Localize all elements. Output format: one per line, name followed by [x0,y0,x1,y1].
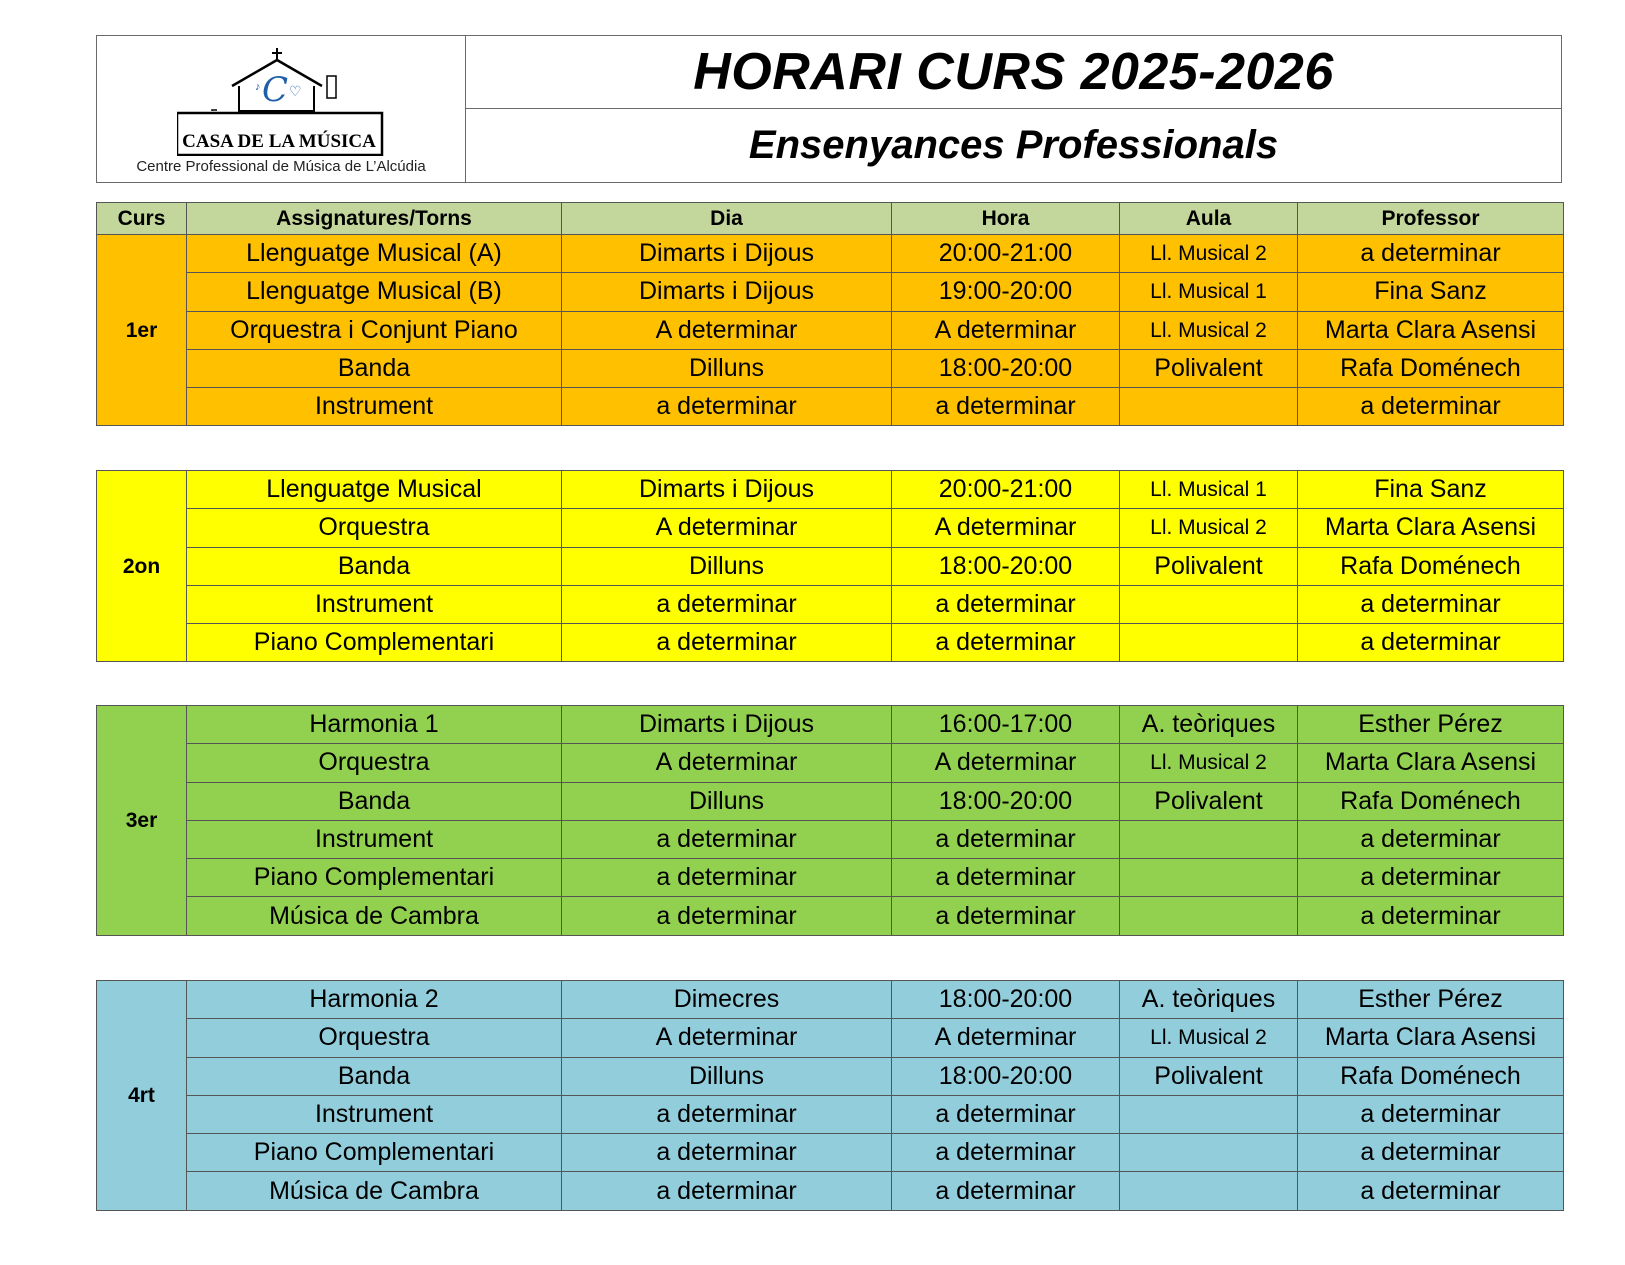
column-header: Dia [562,203,892,235]
day-cell: a determinar [562,897,892,935]
time-cell: 20:00-21:00 [892,471,1120,509]
time-cell: A determinar [892,744,1120,782]
room-cell [1120,624,1298,662]
teacher-cell: Marta Clara Asensi [1298,1019,1564,1057]
room-cell: Polivalent [1120,1057,1298,1095]
subject-cell: Llenguatge Musical (B) [187,273,562,311]
subject-cell: Orquestra [187,1019,562,1057]
table-row [97,585,1564,623]
day-cell: Dimarts i Dijous [562,235,892,273]
day-cell: a determinar [562,1134,892,1172]
subject-cell: Orquestra i Conjunt Piano [187,311,562,349]
subject-cell: Harmonia 2 [187,981,562,1019]
subject-cell: Llenguatge Musical (A) [187,235,562,273]
table-row [97,349,1564,387]
school-logo-icon [177,46,387,156]
day-cell: A determinar [562,509,892,547]
subject-cell: Banda [187,782,562,820]
day-cell: Dimarts i Dijous [562,273,892,311]
time-cell: 20:00-21:00 [892,235,1120,273]
subject-cell: Banda [187,547,562,585]
day-cell: a determinar [562,1172,892,1210]
svg-text:♡: ♡ [289,83,302,99]
table-row [97,1095,1564,1133]
teacher-cell: a determinar [1298,585,1564,623]
table-row [97,547,1564,585]
teacher-cell: Rafa Doménech [1298,1057,1564,1095]
table-row [97,471,1564,509]
teacher-cell: Esther Pérez [1298,981,1564,1019]
room-cell: Ll. Musical 2 [1120,509,1298,547]
room-cell: Polivalent [1120,547,1298,585]
table-row [97,1057,1564,1095]
table-row [97,1019,1564,1057]
svg-text:♪: ♪ [255,81,261,93]
time-cell: a determinar [892,820,1120,858]
time-cell: 16:00-17:00 [892,706,1120,744]
room-cell [1120,585,1298,623]
column-header-row [97,203,1564,235]
course-table-1er [96,202,1564,426]
table-row [97,706,1564,744]
subject-cell: Harmonia 1 [187,706,562,744]
time-cell: a determinar [892,624,1120,662]
page-title: HORARI CURS 2025-2026 [466,36,1561,109]
teacher-cell: a determinar [1298,897,1564,935]
table-row [97,820,1564,858]
teacher-cell: Fina Sanz [1298,471,1564,509]
table-row [97,273,1564,311]
time-cell: 19:00-20:00 [892,273,1120,311]
subject-cell: Piano Complementari [187,624,562,662]
teacher-cell: Marta Clara Asensi [1298,311,1564,349]
table-row [97,311,1564,349]
room-cell: Ll. Musical 1 [1120,471,1298,509]
time-cell: a determinar [892,1095,1120,1133]
time-cell: 18:00-20:00 [892,1057,1120,1095]
day-cell: a determinar [562,388,892,426]
table-row [97,1172,1564,1210]
course-table-3er [96,705,1564,936]
subject-cell: Música de Cambra [187,1172,562,1210]
column-header: Hora [892,203,1120,235]
room-cell: Ll. Musical 2 [1120,311,1298,349]
document-header [96,35,1562,183]
room-cell: Ll. Musical 2 [1120,235,1298,273]
subject-cell: Banda [187,349,562,387]
course-label: 2on [97,471,187,662]
table-row [97,859,1564,897]
course-label: 3er [97,706,187,936]
day-cell: Dilluns [562,782,892,820]
day-cell: a determinar [562,1095,892,1133]
table-row [97,981,1564,1019]
column-header: Assignatures/Torns [187,203,562,235]
column-header: Aula [1120,203,1298,235]
column-header: Professor [1298,203,1564,235]
subject-cell: Orquestra [187,744,562,782]
teacher-cell: a determinar [1298,235,1564,273]
column-header: Curs [97,203,187,235]
time-cell: A determinar [892,509,1120,547]
page-subtitle: Ensenyances Professionals [748,123,1279,167]
course-label: 1er [97,235,187,426]
room-cell [1120,1172,1298,1210]
room-cell [1120,1095,1298,1133]
teacher-cell: Rafa Doménech [1298,349,1564,387]
room-cell [1120,388,1298,426]
day-cell: Dimecres [562,981,892,1019]
teacher-cell: a determinar [1298,624,1564,662]
room-cell: Ll. Musical 2 [1120,1019,1298,1057]
time-cell: a determinar [892,859,1120,897]
teacher-cell: Rafa Doménech [1298,782,1564,820]
day-cell: a determinar [562,624,892,662]
time-cell: 18:00-20:00 [892,349,1120,387]
teacher-cell: Fina Sanz [1298,273,1564,311]
subject-cell: Banda [187,1057,562,1095]
day-cell: a determinar [562,820,892,858]
table-row [97,1134,1564,1172]
course-label: 4rt [97,981,187,1211]
teacher-cell: Marta Clara Asensi [1298,744,1564,782]
day-cell: Dilluns [562,349,892,387]
teacher-cell: a determinar [1298,1095,1564,1133]
room-cell: A. teòriques [1120,981,1298,1019]
subject-cell: Piano Complementari [187,1134,562,1172]
time-cell: A determinar [892,311,1120,349]
room-cell: Polivalent [1120,349,1298,387]
logo-caption: Centre Professional de Música de L’Alcúdia [136,158,426,175]
time-cell: 18:00-20:00 [892,981,1120,1019]
day-cell: Dimarts i Dijous [562,706,892,744]
time-cell: a determinar [892,1172,1120,1210]
time-cell: 18:00-20:00 [892,782,1120,820]
teacher-cell: a determinar [1298,1172,1564,1210]
time-cell: 18:00-20:00 [892,547,1120,585]
day-cell: Dilluns [562,547,892,585]
room-cell [1120,820,1298,858]
teacher-cell: a determinar [1298,820,1564,858]
room-cell [1120,859,1298,897]
table-row [97,897,1564,935]
table-row [97,235,1564,273]
table-row [97,509,1564,547]
logo-name: CASA DE LA MÚSICA [182,131,376,152]
room-cell [1120,1134,1298,1172]
subject-cell: Instrument [187,1095,562,1133]
room-cell: Polivalent [1120,782,1298,820]
teacher-cell: Rafa Doménech [1298,547,1564,585]
day-cell: a determinar [562,859,892,897]
teacher-cell: a determinar [1298,388,1564,426]
day-cell: Dimarts i Dijous [562,471,892,509]
table-row [97,744,1564,782]
subject-cell: Instrument [187,585,562,623]
room-cell: Ll. Musical 1 [1120,273,1298,311]
subject-cell: Instrument [187,820,562,858]
day-cell: a determinar [562,585,892,623]
svg-text:C: C [262,70,289,110]
teacher-cell: a determinar [1298,1134,1564,1172]
teacher-cell: Esther Pérez [1298,706,1564,744]
logo-block [97,36,466,182]
subject-cell: Llenguatge Musical [187,471,562,509]
subject-cell: Piano Complementari [187,859,562,897]
subject-cell: Orquestra [187,509,562,547]
room-cell: Ll. Musical 2 [1120,744,1298,782]
course-table-2on [96,470,1564,662]
day-cell: Dilluns [562,1057,892,1095]
room-cell [1120,897,1298,935]
day-cell: A determinar [562,311,892,349]
table-row [97,782,1564,820]
subject-cell: Instrument [187,388,562,426]
teacher-cell: Marta Clara Asensi [1298,509,1564,547]
course-table-4rt [96,980,1564,1211]
time-cell: A determinar [892,1019,1120,1057]
teacher-cell: a determinar [1298,859,1564,897]
day-cell: A determinar [562,1019,892,1057]
subject-cell: Música de Cambra [187,897,562,935]
room-cell: A. teòriques [1120,706,1298,744]
time-cell: a determinar [892,388,1120,426]
title-block [466,36,1561,182]
time-cell: a determinar [892,897,1120,935]
time-cell: a determinar [892,585,1120,623]
time-cell: a determinar [892,1134,1120,1172]
table-row [97,624,1564,662]
table-row [97,388,1564,426]
day-cell: A determinar [562,744,892,782]
